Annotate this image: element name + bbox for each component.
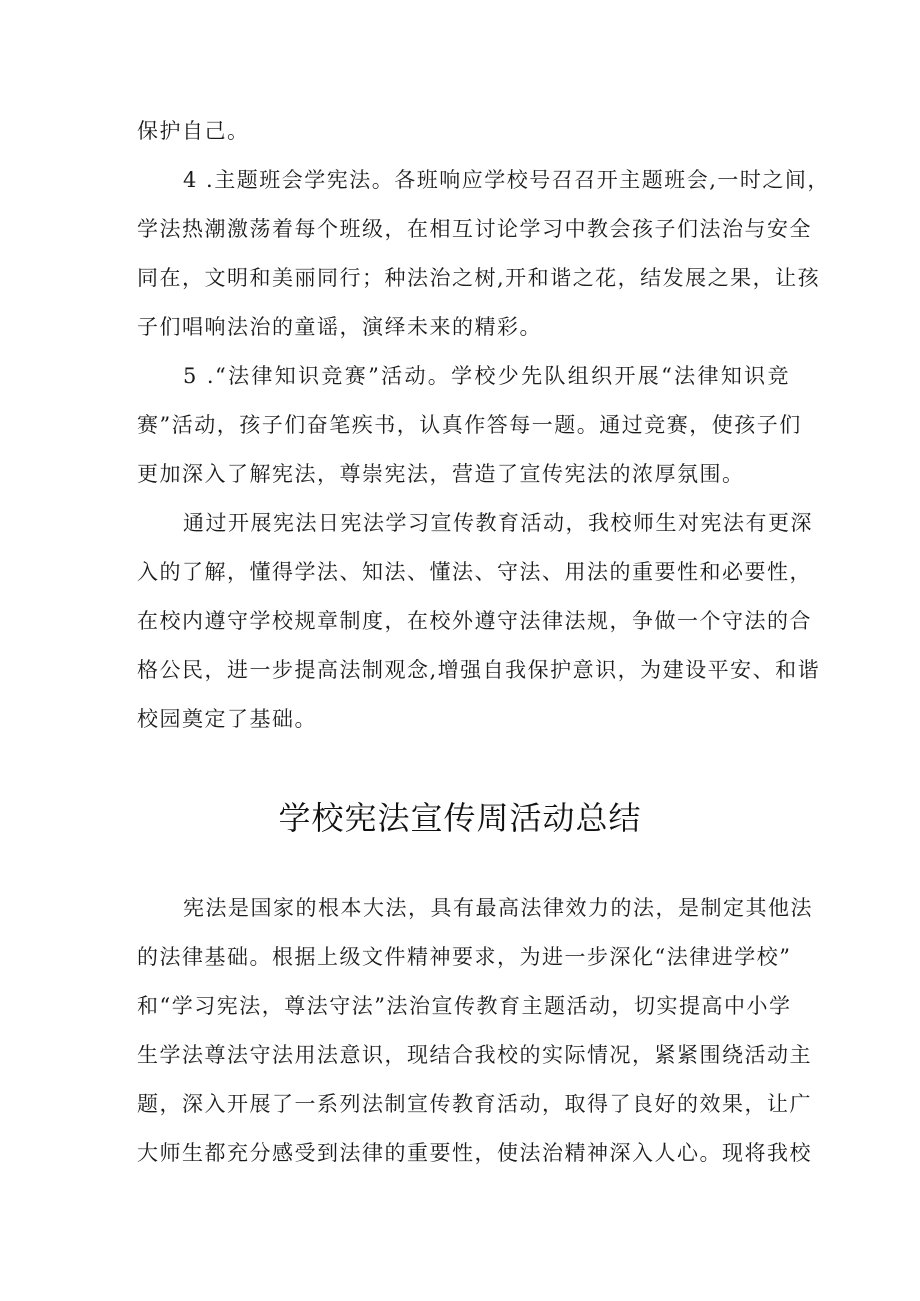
text-line: 校园奠定了基础。 [137, 707, 317, 731]
text-line: 在校内遵守学校规章制度，在校外遵守法律法规，争做一个守法的合 [137, 609, 812, 633]
text-line: 赛”活动，孩子们奋笔疾书，认真作答每一题。通过竞赛，使孩子们 [137, 413, 802, 437]
text-line: 保护自己。 [137, 119, 250, 143]
text-line: 大师生都充分感受到法律的重要性，使法治精神深入人心。现将我校 [137, 1141, 812, 1165]
text-line: 和“学习宪法，尊法守法”法治宣传教育主题活动，切实提高中小学 [137, 994, 792, 1018]
text-line: 子们唱响法治的童谣，演绎未来的精彩。 [137, 315, 542, 339]
body-section-1 [137, 107, 830, 744]
text-line: 4 .主题班会学宪法。各班响应学校号召召开主题班会,一时之间， [183, 168, 830, 192]
text-line: 学法热潮激荡着每个班级，在相互讨论学习中教会孩子们法治与安全 [137, 217, 812, 241]
text-line: 格公民，进一步提高法制观念,增强自我保护意识，为建设平安、和谐 [137, 658, 821, 682]
text-line: 的法律基础。根据上级文件精神要求，为进一步深化“法律进学校” [137, 945, 792, 969]
section-title: 学校宪法宣传周活动总结 [278, 799, 642, 837]
text-line: 5 .“法律知识竞赛”活动。学校少先队组织开展“法律知识竞 [183, 364, 790, 388]
body-section-2 [137, 884, 813, 1178]
text-line: 题，深入开展了一系列法制宣传教育活动，取得了良好的效果，让广 [137, 1092, 812, 1116]
text-line: 更加深入了解宪法，尊崇宪法，营造了宣传宪法的浓厚氛围。 [137, 462, 745, 486]
text-line: 入的了解，懂得学法、知法、懂法、守法、用法的重要性和必要性， [137, 560, 812, 584]
text-line: 生学法尊法守法用法意识，现结合我校的实际情况，紧紧围绕活动主 [137, 1043, 812, 1067]
text-line: 通过开展宪法日宪法学习宣传教育活动，我校师生对宪法有更深 [183, 511, 813, 535]
text-line: 宪法是国家的根本大法，具有最高法律效力的法，是制定其他法 [183, 896, 813, 920]
text-line: 同在，文明和美丽同行；种法治之树,开和谐之花，结发展之果，让孩 [137, 266, 821, 290]
